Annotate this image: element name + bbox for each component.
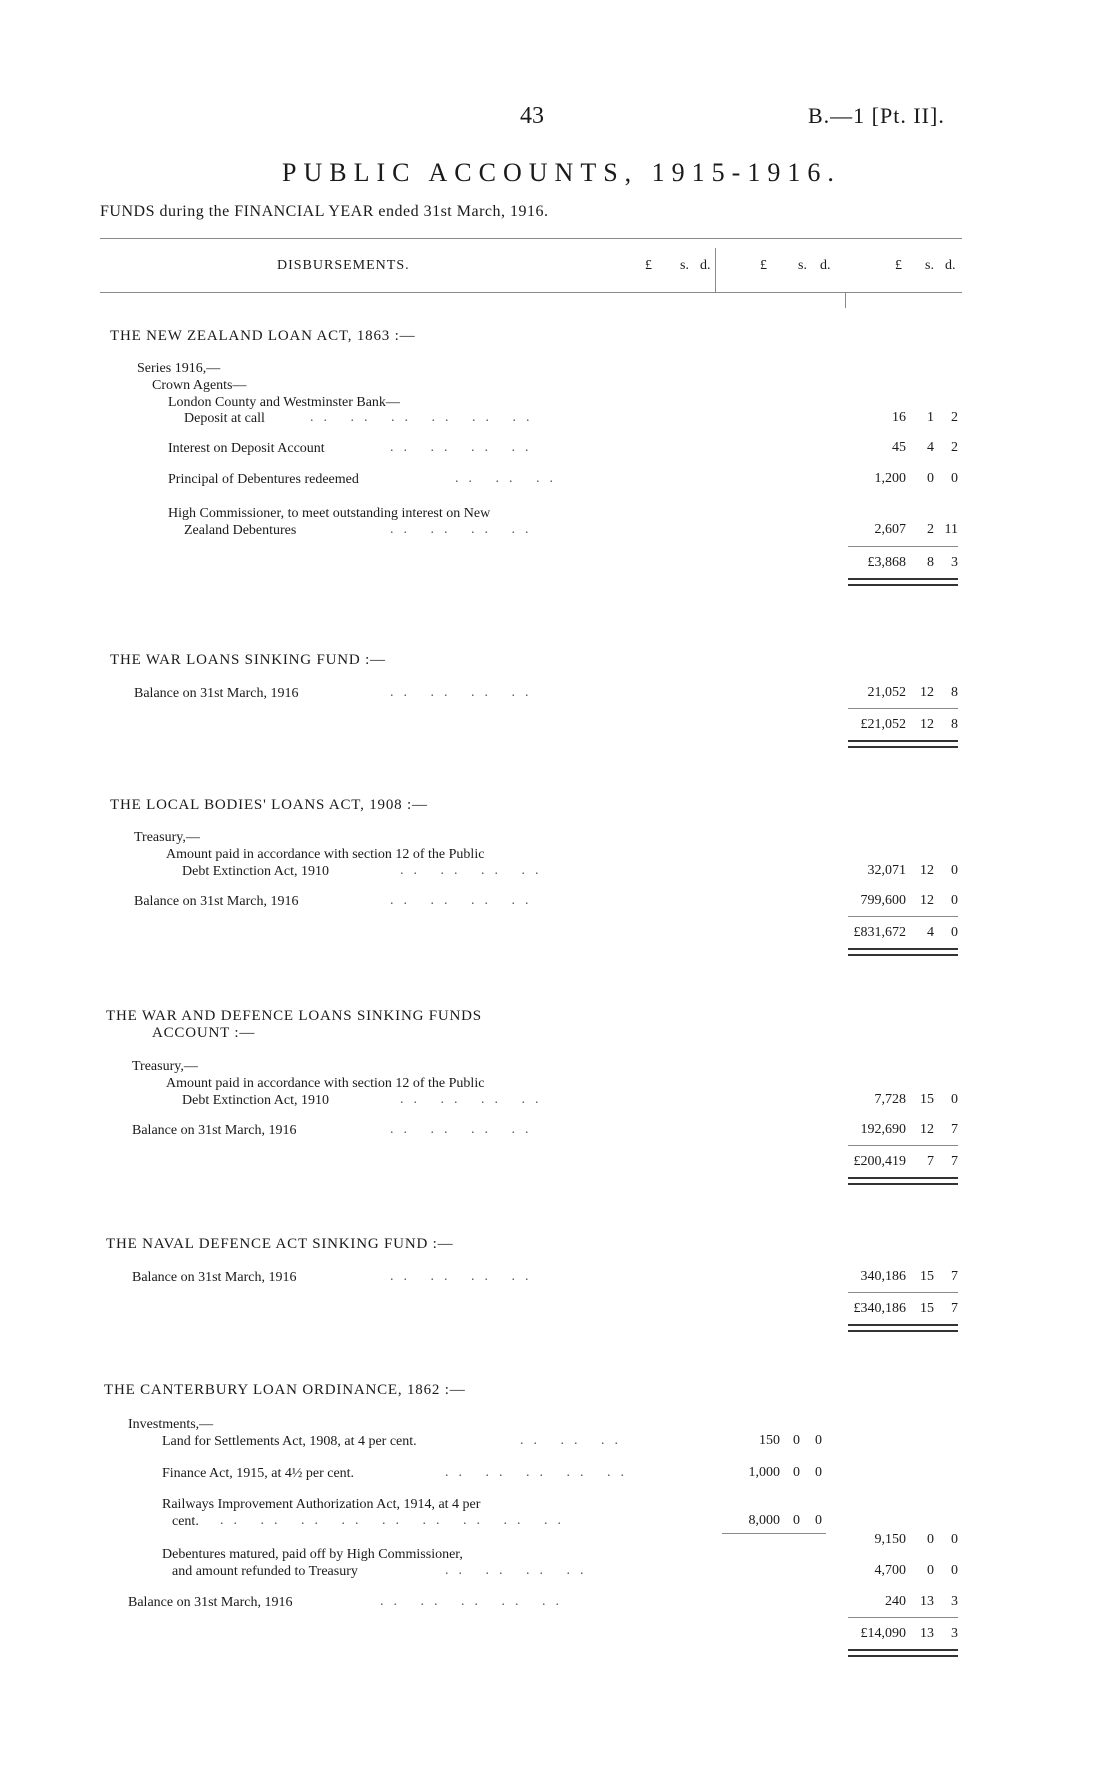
item-pounds: 340,186 bbox=[860, 1269, 906, 1284]
item-label: Balance on 31st March, 1916 bbox=[134, 894, 299, 909]
section-total-pounds: £200,419 bbox=[853, 1154, 906, 1169]
total-double-rule bbox=[848, 1649, 958, 1657]
item-label-cont: and amount refunded to Treasury bbox=[172, 1564, 358, 1579]
total-double-rule bbox=[848, 1324, 958, 1332]
leader-dots: .. .. .. .. bbox=[445, 1563, 594, 1578]
section-total-shillings: 13 bbox=[920, 1626, 934, 1641]
item-label-cont: cent. bbox=[172, 1514, 199, 1529]
item-label-cont: Debt Extinction Act, 1910 bbox=[182, 1093, 329, 1108]
item-col2-shillings: 0 bbox=[793, 1465, 800, 1480]
item-shillings: 12 bbox=[920, 893, 934, 908]
col1-pence-header: d. bbox=[700, 258, 711, 273]
item-label-cont: Zealand Debentures bbox=[184, 523, 297, 538]
section-title-cont: ACCOUNT :— bbox=[152, 1025, 256, 1041]
section-total-pence: 7 bbox=[951, 1154, 958, 1169]
leader-dots: .. .. .. .. .. .. .. .. .. bbox=[220, 1513, 571, 1528]
total-double-rule bbox=[848, 740, 958, 748]
item-pounds: 240 bbox=[885, 1594, 906, 1609]
item-col2-shillings: 0 bbox=[793, 1513, 800, 1528]
item-col2-pounds: 150 bbox=[759, 1433, 780, 1448]
leader-dots: .. .. .. .. .. bbox=[445, 1465, 634, 1480]
section-title-war-defence: THE WAR AND DEFENCE LOANS SINKING FUNDS bbox=[106, 1008, 482, 1024]
section-line: London County and Westminster Bank— bbox=[168, 395, 400, 410]
leader-dots: .. .. .. .. bbox=[390, 893, 539, 908]
item-pence: 3 bbox=[951, 1594, 958, 1609]
item-label: Amount paid in accordance with section 12 of the Public bbox=[166, 1076, 485, 1091]
leader-dots: .. .. .. bbox=[520, 1433, 628, 1448]
item-pence: 7 bbox=[951, 1122, 958, 1137]
subtotal-rule bbox=[722, 1533, 826, 1534]
item-pounds: 9,150 bbox=[874, 1532, 906, 1547]
section-line: Treasury,— bbox=[134, 830, 200, 845]
item-col2-pence: 0 bbox=[815, 1465, 822, 1480]
leader-dots: .. .. .. .. bbox=[390, 440, 539, 455]
column-divider-1 bbox=[715, 248, 716, 292]
subtotal-rule bbox=[848, 1617, 958, 1618]
item-shillings: 1 bbox=[927, 410, 934, 425]
total-double-rule bbox=[848, 1177, 958, 1185]
item-pence: 7 bbox=[951, 1269, 958, 1284]
item-pounds: 32,071 bbox=[867, 863, 906, 878]
item-pence: 11 bbox=[944, 522, 958, 537]
item-shillings: 4 bbox=[927, 440, 934, 455]
section-total-shillings: 8 bbox=[927, 555, 934, 570]
item-label-cont: Debt Extinction Act, 1910 bbox=[182, 864, 329, 879]
item-shillings: 12 bbox=[920, 1122, 934, 1137]
leader-dots: .. .. .. .. bbox=[400, 863, 549, 878]
item-label: Balance on 31st March, 1916 bbox=[132, 1270, 297, 1285]
item-label: Land for Settlements Act, 1908, at 4 per cent. bbox=[162, 1434, 417, 1449]
table-header-label: DISBURSEMENTS. bbox=[277, 258, 410, 273]
section-total-pounds: £831,672 bbox=[853, 925, 906, 940]
section-total-pence: 3 bbox=[951, 555, 958, 570]
total-double-rule bbox=[848, 578, 958, 586]
item-col2-shillings: 0 bbox=[793, 1433, 800, 1448]
section-total-pence: 0 bbox=[951, 925, 958, 940]
item-shillings: 2 bbox=[927, 522, 934, 537]
leader-dots: .. .. .. .. .. .. bbox=[310, 410, 540, 425]
item-label: Principal of Debentures redeemed bbox=[168, 472, 359, 487]
leader-dots: .. .. .. .. bbox=[390, 685, 539, 700]
table-top-rule bbox=[100, 238, 962, 239]
section-total-shillings: 12 bbox=[920, 717, 934, 732]
item-shillings: 12 bbox=[920, 863, 934, 878]
item-label: Balance on 31st March, 1916 bbox=[134, 686, 299, 701]
item-col2-pence: 0 bbox=[815, 1513, 822, 1528]
item-shillings: 0 bbox=[927, 471, 934, 486]
item-pounds: 799,600 bbox=[860, 893, 906, 908]
item-pence: 0 bbox=[951, 471, 958, 486]
section-line: Series 1916,— bbox=[137, 361, 221, 376]
item-pence: 0 bbox=[951, 863, 958, 878]
page-number: 43 bbox=[520, 103, 544, 129]
item-pounds: 45 bbox=[892, 440, 906, 455]
item-label: Interest on Deposit Account bbox=[168, 441, 325, 456]
section-total-shillings: 15 bbox=[920, 1301, 934, 1316]
item-label: Railways Improvement Authorization Act, 1914, at 4 per bbox=[162, 1497, 481, 1512]
col1-shilling-header: s. bbox=[680, 258, 689, 273]
item-pence: 0 bbox=[951, 1563, 958, 1578]
item-pounds: 4,700 bbox=[874, 1563, 906, 1578]
page-subtitle: FUNDS during the FINANCIAL YEAR ended 31st March, 1916. bbox=[100, 203, 549, 220]
col3-shilling-header: s. bbox=[925, 258, 934, 273]
item-shillings: 13 bbox=[920, 1594, 934, 1609]
col2-pence-header: d. bbox=[820, 258, 831, 273]
leader-dots: .. .. .. .. bbox=[390, 1122, 539, 1137]
item-pence: 2 bbox=[951, 410, 958, 425]
item-label: Debentures matured, paid off by High Commissioner, bbox=[162, 1547, 463, 1562]
subtotal-rule bbox=[848, 708, 958, 709]
col3-pound-header: £ bbox=[895, 258, 902, 273]
section-line: Investments,— bbox=[128, 1417, 214, 1432]
section-total-pence: 8 bbox=[951, 717, 958, 732]
section-title-nz-loan-act: THE NEW ZEALAND LOAN ACT, 1863 :— bbox=[110, 328, 416, 344]
item-label: Amount paid in accordance with section 12 of the Public bbox=[166, 847, 485, 862]
section-total-shillings: 7 bbox=[927, 1154, 934, 1169]
col2-pound-header: £ bbox=[760, 258, 767, 273]
section-total-pounds: £14,090 bbox=[860, 1626, 906, 1641]
item-col2-pence: 0 bbox=[815, 1433, 822, 1448]
page-title: PUBLIC ACCOUNTS, 1915-1916. bbox=[282, 158, 841, 187]
item-col2-pounds: 1,000 bbox=[748, 1465, 780, 1480]
item-shillings: 12 bbox=[920, 685, 934, 700]
item-pence: 0 bbox=[951, 1092, 958, 1107]
item-pounds: 192,690 bbox=[860, 1122, 906, 1137]
item-pence: 8 bbox=[951, 685, 958, 700]
item-shillings: 0 bbox=[927, 1532, 934, 1547]
subtotal-rule bbox=[848, 916, 958, 917]
leader-dots: .. .. .. bbox=[455, 471, 563, 486]
item-label: Balance on 31st March, 1916 bbox=[132, 1123, 297, 1138]
section-title-canterbury: THE CANTERBURY LOAN ORDINANCE, 1862 :— bbox=[104, 1382, 466, 1398]
section-line: Treasury,— bbox=[132, 1059, 198, 1074]
section-total-pence: 7 bbox=[951, 1301, 958, 1316]
item-pence: 0 bbox=[951, 893, 958, 908]
section-total-pounds: £21,052 bbox=[860, 717, 906, 732]
col1-pound-header: £ bbox=[645, 258, 652, 273]
item-pounds: 16 bbox=[892, 410, 906, 425]
section-total-pounds: £3,868 bbox=[867, 555, 906, 570]
leader-dots: .. .. .. .. bbox=[400, 1092, 549, 1107]
section-title-naval-defence: THE NAVAL DEFENCE ACT SINKING FUND :— bbox=[106, 1236, 454, 1252]
leader-dots: .. .. .. .. bbox=[390, 1269, 539, 1284]
section-title-war-loans: THE WAR LOANS SINKING FUND :— bbox=[110, 652, 386, 668]
item-shillings: 15 bbox=[920, 1269, 934, 1284]
item-col2-pounds: 8,000 bbox=[748, 1513, 780, 1528]
subtotal-rule bbox=[848, 1292, 958, 1293]
section-total-pounds: £340,186 bbox=[853, 1301, 906, 1316]
document-reference: B.—1 [Pt. II]. bbox=[808, 103, 945, 128]
item-pence: 2 bbox=[951, 440, 958, 455]
item-pounds: 21,052 bbox=[867, 685, 906, 700]
col3-pence-header: d. bbox=[945, 258, 956, 273]
column-divider-2 bbox=[845, 292, 846, 308]
item-shillings: 15 bbox=[920, 1092, 934, 1107]
item-pence: 0 bbox=[951, 1532, 958, 1547]
subtotal-rule bbox=[848, 546, 958, 547]
item-label: Balance on 31st March, 1916 bbox=[128, 1595, 293, 1610]
item-label: Deposit at call bbox=[184, 411, 265, 426]
item-pounds: 1,200 bbox=[874, 471, 906, 486]
item-pounds: 2,607 bbox=[874, 522, 906, 537]
leader-dots: .. .. .. .. bbox=[390, 522, 539, 537]
item-pounds: 7,728 bbox=[874, 1092, 906, 1107]
subtotal-rule bbox=[848, 1145, 958, 1146]
col2-shilling-header: s. bbox=[798, 258, 807, 273]
item-label: High Commissioner, to meet outstanding interest on New bbox=[168, 506, 491, 521]
section-title-local-bodies: THE LOCAL BODIES' LOANS ACT, 1908 :— bbox=[110, 797, 428, 813]
table-header-rule bbox=[100, 292, 962, 293]
item-label: Finance Act, 1915, at 4½ per cent. bbox=[162, 1466, 355, 1481]
total-double-rule bbox=[848, 948, 958, 956]
item-shillings: 0 bbox=[927, 1563, 934, 1578]
section-total-pence: 3 bbox=[951, 1626, 958, 1641]
section-total-shillings: 4 bbox=[927, 925, 934, 940]
leader-dots: .. .. .. .. .. bbox=[380, 1594, 569, 1609]
section-line: Crown Agents— bbox=[152, 378, 247, 393]
